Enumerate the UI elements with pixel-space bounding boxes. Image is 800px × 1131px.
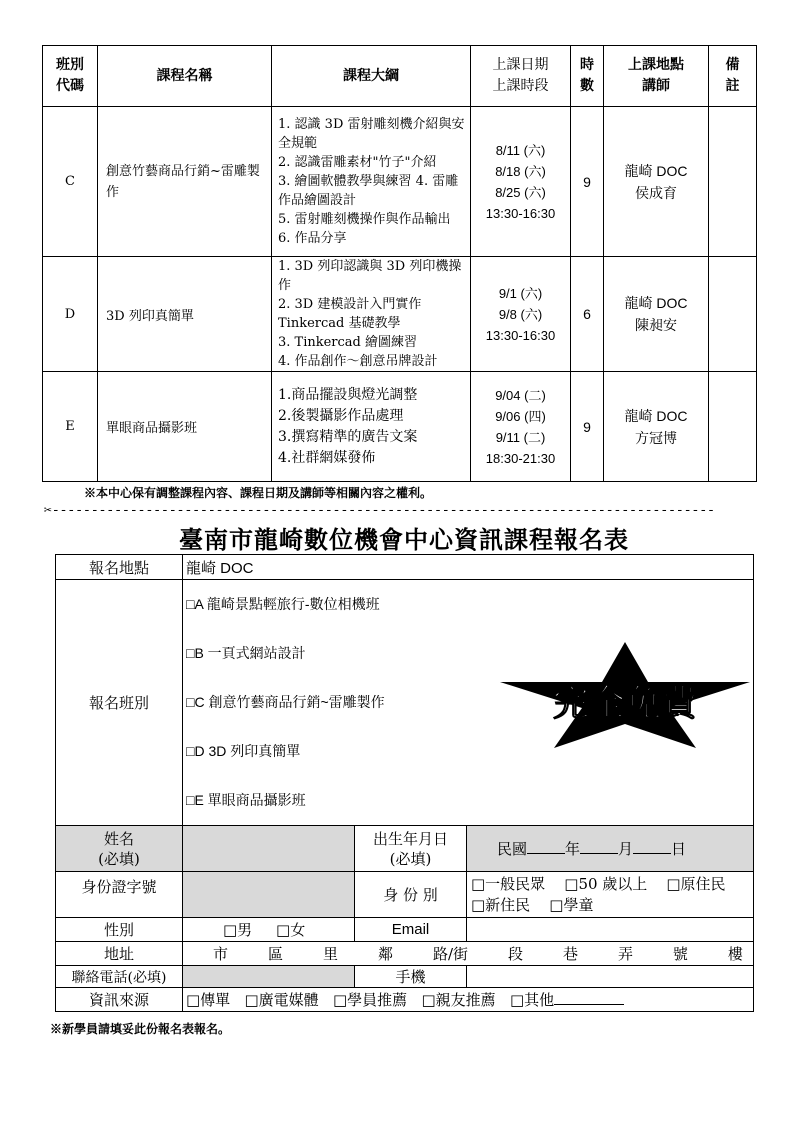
date-line: 9/06 (四) <box>495 408 546 424</box>
location-text: 龍崎 DOC <box>624 295 688 311</box>
date-line: 9/1 (六) <box>498 285 543 301</box>
date-line: 9/11 (二) <box>495 429 546 445</box>
course-remark <box>709 257 757 372</box>
address-unit: 鄰 <box>377 945 393 963</box>
era-label: 民國 <box>497 840 528 858</box>
header-code-line2: 代碼 <box>56 78 84 94</box>
outline-item: 3. Tinkercad 繪圖練習 <box>278 335 418 350</box>
header-hours-line1: 時 <box>580 57 594 73</box>
location-text: 龍崎 DOC <box>624 407 688 424</box>
outline-item: 4. 作品創作～創意吊牌設計 <box>278 354 438 369</box>
course-hours: 9 <box>571 372 604 482</box>
address-unit: 號 <box>672 945 688 963</box>
outline-item: 6. 作品分享 <box>278 231 347 246</box>
identity-general-checkbox[interactable]: □一般民眾 <box>471 874 546 893</box>
course-name: 單眼商品攝影班 <box>98 372 272 482</box>
outline-item: 3.撰寫精準的廣告文案 <box>278 428 418 445</box>
course-row <box>43 257 757 372</box>
name-label <box>56 826 183 872</box>
course-hours: 6 <box>571 257 604 372</box>
birth-field[interactable] <box>467 826 754 872</box>
course-location <box>604 372 709 482</box>
course-code: E <box>43 372 98 482</box>
source-options <box>183 988 754 1012</box>
header-schedule <box>471 46 571 107</box>
course-name: 創意竹藝商品行銷~雷雕製作 <box>98 107 272 257</box>
source-media-checkbox[interactable]: □廣電媒體 <box>244 991 319 1009</box>
header-name: 課程名稱 <box>98 46 272 107</box>
course-outline <box>272 257 471 372</box>
identity-indigenous-checkbox[interactable]: □原住民 <box>666 874 726 893</box>
phone-field[interactable] <box>183 966 355 988</box>
header-hours-line2: 數 <box>580 78 594 94</box>
gender-options <box>183 918 355 942</box>
source-student-referral-checkbox[interactable]: □學員推薦 <box>333 991 408 1009</box>
time-line: 13:30-16:30 <box>485 327 556 343</box>
footer-note: ※新學員請填妥此份報名表報名。 <box>50 1022 231 1036</box>
address-unit: 市 <box>213 945 229 963</box>
header-schedule-line2: 上課時段 <box>492 78 549 94</box>
course-outline <box>272 372 471 482</box>
time-line: 13:30-16:30 <box>485 205 556 221</box>
source-row <box>56 988 754 1012</box>
course-remark <box>709 372 757 482</box>
course-header-row <box>43 46 757 107</box>
month-label: 月 <box>618 840 634 858</box>
id-field[interactable] <box>183 872 355 918</box>
outline-item: 4.社群網媒發佈 <box>278 449 376 466</box>
class-option-e[interactable]: □E 單眼商品攝影班 <box>186 792 306 808</box>
address-unit: 弄 <box>617 945 633 963</box>
class-label: 報名班別 <box>56 580 183 826</box>
outline-item: 2. 認識雷雕素材"竹子"介紹 <box>278 155 437 170</box>
year-label: 年 <box>565 840 581 858</box>
header-schedule-line1: 上課日期 <box>492 57 549 73</box>
course-hours: 9 <box>571 107 604 257</box>
cut-line: ✂------------------------------------------------------------------------------------- <box>44 503 715 518</box>
course-location <box>604 257 709 372</box>
mobile-label: 手機 <box>355 966 467 988</box>
location-text: 龍崎 DOC <box>624 162 688 179</box>
identity-senior-checkbox[interactable]: □50 歲以上 <box>564 874 648 893</box>
outline-item: 2. 3D 建模設計入門實作 Tinkercad 基礎教學 <box>278 297 422 331</box>
phone-label: 聯絡電話(必填) <box>56 966 183 988</box>
class-option-d[interactable]: □D 3D 列印真簡單 <box>186 743 301 759</box>
course-dates <box>471 257 571 372</box>
outline-item: 2.後製攝影作品處理 <box>278 407 404 424</box>
identity-label: 身 份 別 <box>355 872 467 918</box>
date-line: 8/18 (六) <box>495 163 546 179</box>
registration-form <box>55 554 754 1012</box>
address-unit: 巷 <box>562 945 578 963</box>
id-row <box>56 872 754 918</box>
source-flyer-checkbox[interactable]: □傳單 <box>186 991 231 1009</box>
teacher-name: 方冠博 <box>635 429 677 446</box>
gender-female-checkbox[interactable]: □女 <box>276 921 306 939</box>
free-badge <box>498 640 752 750</box>
name-label-text: 姓名 <box>103 829 134 848</box>
header-location <box>604 46 709 107</box>
identity-new-resident-checkbox[interactable]: □新住民 <box>471 895 531 914</box>
course-dates <box>471 107 571 257</box>
location-label: 報名地點 <box>56 555 183 580</box>
source-label: 資訊來源 <box>56 988 183 1012</box>
email-field[interactable] <box>467 918 754 942</box>
teacher-name: 陳昶安 <box>635 317 677 333</box>
mobile-field[interactable] <box>467 966 754 988</box>
class-option-a[interactable]: □A 龍崎景點輕旅行-數位相機班 <box>186 596 380 612</box>
source-other-checkbox[interactable]: □其他 <box>510 991 555 1009</box>
address-label: 地址 <box>56 942 183 966</box>
outline-item: 5. 雷射雕刻機操作與作品輸出 <box>278 212 451 227</box>
address-field[interactable] <box>183 942 754 966</box>
address-row <box>56 942 754 966</box>
address-unit: 里 <box>322 945 338 963</box>
email-label: Email <box>355 918 467 942</box>
course-code: C <box>43 107 98 257</box>
class-option-c[interactable]: □C 創意竹藝商品行銷~雷雕製作 <box>186 694 385 710</box>
header-remark <box>709 46 757 107</box>
name-row <box>56 826 754 872</box>
course-location <box>604 107 709 257</box>
course-name: 3D 列印真簡單 <box>98 257 272 372</box>
date-line: 8/11 (六) <box>495 142 546 158</box>
teacher-name: 侯成育 <box>635 184 677 201</box>
course-outline <box>272 107 471 257</box>
location-row <box>56 555 754 580</box>
gender-row <box>56 918 754 942</box>
required-mark: (必填) <box>389 849 432 868</box>
course-table <box>42 45 757 482</box>
source-other-blank[interactable] <box>554 990 624 1005</box>
free-badge-text: 完全免費 <box>552 683 698 724</box>
address-unit: 段 <box>507 945 523 963</box>
outline-item: 1.商品擺設與燈光調整 <box>278 386 418 403</box>
header-location-line1: 上課地點 <box>628 57 684 73</box>
outline-item: 1. 3D 列印認識與 3D 列印機操作 <box>278 259 462 293</box>
outline-item: 3. 繪圖軟體教學與練習 4. 雷雕作品繪圖設計 <box>278 174 459 208</box>
address-unit: 路/街 <box>432 945 468 963</box>
course-code: D <box>43 257 98 372</box>
time-line: 18:30-21:30 <box>485 450 556 466</box>
header-code-line1: 班別 <box>56 57 84 73</box>
location-value: 龍崎 DOC <box>183 555 754 580</box>
course-dates <box>471 372 571 482</box>
gender-label: 性別 <box>56 918 183 942</box>
form-title: 臺南市龍崎數位機會中心資訊課程報名表 <box>179 525 629 554</box>
course-remark <box>709 107 757 257</box>
course-row <box>43 372 757 482</box>
identity-options <box>467 872 754 918</box>
source-friend-referral-checkbox[interactable]: □親友推薦 <box>421 991 496 1009</box>
date-line: 8/25 (六) <box>495 184 546 200</box>
address-unit: 區 <box>267 945 283 963</box>
header-remark-line1: 備 <box>725 57 740 73</box>
header-remark-line2: 註 <box>725 78 740 94</box>
course-row <box>43 107 757 257</box>
class-option-b[interactable]: □B 一頁式網站設計 <box>186 645 306 661</box>
date-line: 9/04 (二) <box>495 387 546 403</box>
birth-label-text: 出生年月日 <box>372 829 448 848</box>
phone-row <box>56 966 754 988</box>
rights-note: ※本中心保有調整課程內容、課程日期及講師等相關內容之權利。 <box>84 486 433 500</box>
name-field[interactable] <box>183 826 355 872</box>
id-label: 身份證字號 <box>56 872 183 918</box>
birth-label <box>355 826 467 872</box>
gender-male-checkbox[interactable]: □男 <box>223 921 253 939</box>
header-code <box>43 46 98 107</box>
header-location-line2: 講師 <box>642 78 670 94</box>
address-units <box>183 943 753 964</box>
address-unit: 樓 <box>727 945 743 963</box>
day-label: 日 <box>671 840 687 858</box>
required-mark: (必填) <box>98 849 140 868</box>
date-line: 9/8 (六) <box>498 306 543 322</box>
header-outline: 課程大綱 <box>272 46 471 107</box>
outline-item: 1. 認識 3D 雷射雕刻機介紹與安全規範 <box>278 117 465 151</box>
header-hours <box>571 46 604 107</box>
identity-student-checkbox[interactable]: □學童 <box>549 895 594 914</box>
